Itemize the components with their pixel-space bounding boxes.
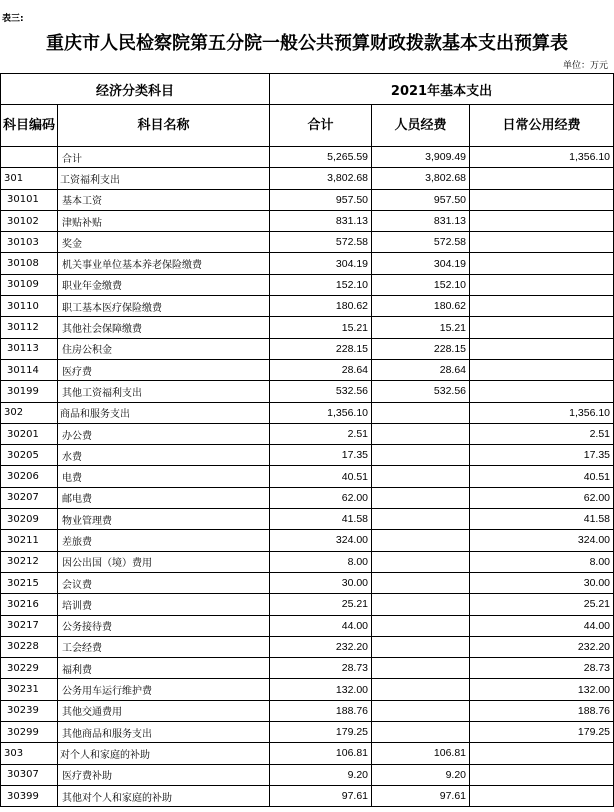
cell-code: 30109 [1,274,58,295]
cell-personnel [372,615,470,636]
cell-public: 25.21 [470,594,614,615]
cell-code: 30307 [1,764,58,785]
cell-name: 医疗费 [58,359,270,380]
cell-code: 30299 [1,722,58,743]
cell-total: 228.15 [270,338,372,359]
cell-personnel: 9.20 [372,764,470,785]
cell-total: 152.10 [270,274,372,295]
cell-name: 电费 [58,466,270,487]
table-row [1,700,614,721]
table-row [1,253,614,274]
cell-public [470,210,614,231]
cell-code: 30112 [1,317,58,338]
table-row [1,296,614,317]
table-number-note: 表三: [2,14,24,24]
cell-public [470,743,614,764]
cell-total: 5,265.59 [270,147,372,168]
cell-name: 津贴补贴 [58,210,270,231]
cell-name: 办公费 [58,423,270,444]
cell-code: 30110 [1,296,58,317]
cell-code: 30201 [1,423,58,444]
cell-total: 106.81 [270,743,372,764]
table-row [1,487,614,508]
cell-code: 30101 [1,189,58,210]
header-row-columns [1,105,614,147]
cell-personnel [372,551,470,572]
cell-personnel [372,722,470,743]
cell-public: 132.00 [470,679,614,700]
cell-code: 30102 [1,210,58,231]
cell-code: 30399 [1,785,58,806]
cell-total: 25.21 [270,594,372,615]
cell-total: 180.62 [270,296,372,317]
cell-personnel: 106.81 [372,743,470,764]
cell-total: 40.51 [270,466,372,487]
cell-personnel [372,700,470,721]
table-row [1,785,614,806]
cell-personnel: 180.62 [372,296,470,317]
cell-code [1,147,58,168]
cell-personnel: 28.64 [372,359,470,380]
cell-total: 97.61 [270,785,372,806]
cell-code: 30199 [1,381,58,402]
cell-total: 831.13 [270,210,372,231]
cell-name: 公务接待费 [58,615,270,636]
cell-personnel: 97.61 [372,785,470,806]
cell-public: 41.58 [470,509,614,530]
cell-name: 奖金 [58,232,270,253]
table-body [1,147,614,807]
cell-code: 302 [1,402,58,423]
cell-personnel [372,487,470,508]
cell-code: 30212 [1,551,58,572]
cell-public [470,253,614,274]
cell-name: 其他交通费用 [58,700,270,721]
cell-code: 303 [1,743,58,764]
column-header-total: 合计 [270,105,372,147]
cell-code: 30207 [1,487,58,508]
cell-public: 44.00 [470,615,614,636]
cell-personnel: 152.10 [372,274,470,295]
cell-public [470,317,614,338]
column-header-code: 科目编码 [1,105,58,147]
table-row [1,530,614,551]
cell-name: 邮电费 [58,487,270,508]
cell-total: 17.35 [270,445,372,466]
cell-name: 基本工资 [58,189,270,210]
header-row-group [1,74,614,105]
group-header-economic-class: 经济分类科目 [1,74,270,105]
table-row [1,743,614,764]
cell-name: 工资福利支出 [58,168,270,189]
cell-personnel [372,594,470,615]
cell-public [470,764,614,785]
cell-public [470,785,614,806]
cell-code: 30228 [1,636,58,657]
cell-name: 会议费 [58,572,270,593]
cell-personnel: 532.56 [372,381,470,402]
cell-code: 30229 [1,658,58,679]
unit-label: 单位：万元 [562,61,608,71]
table-row [1,551,614,572]
cell-total: 62.00 [270,487,372,508]
cell-code: 30114 [1,359,58,380]
cell-personnel [372,509,470,530]
cell-public [470,338,614,359]
cell-personnel [372,572,470,593]
table-row [1,168,614,189]
cell-total: 15.21 [270,317,372,338]
cell-public: 28.73 [470,658,614,679]
cell-personnel: 831.13 [372,210,470,231]
column-header-public: 日常公用经费 [470,105,614,147]
cell-name: 其他工资福利支出 [58,381,270,402]
cell-personnel [372,402,470,423]
cell-public [470,168,614,189]
table-row [1,338,614,359]
cell-code: 301 [1,168,58,189]
cell-public: 232.20 [470,636,614,657]
cell-name: 物业管理费 [58,509,270,530]
cell-public [470,232,614,253]
table-row [1,722,614,743]
table-row [1,615,614,636]
cell-code: 30215 [1,572,58,593]
cell-name: 公务用车运行维护费 [58,679,270,700]
cell-public [470,296,614,317]
cell-public: 17.35 [470,445,614,466]
cell-name: 职业年金缴费 [58,274,270,295]
cell-name: 其他商品和服务支出 [58,722,270,743]
cell-code: 30103 [1,232,58,253]
cell-public: 2.51 [470,423,614,444]
cell-total: 957.50 [270,189,372,210]
cell-code: 30239 [1,700,58,721]
cell-personnel: 572.58 [372,232,470,253]
table-row [1,572,614,593]
cell-public [470,274,614,295]
cell-personnel: 15.21 [372,317,470,338]
table-row [1,594,614,615]
cell-public: 1,356.10 [470,402,614,423]
cell-code: 30216 [1,594,58,615]
cell-name: 合计 [58,147,270,168]
cell-personnel [372,466,470,487]
cell-personnel [372,445,470,466]
cell-total: 3,802.68 [270,168,372,189]
cell-code: 30108 [1,253,58,274]
cell-total: 9.20 [270,764,372,785]
cell-total: 304.19 [270,253,372,274]
cell-total: 44.00 [270,615,372,636]
cell-public [470,381,614,402]
cell-personnel: 957.50 [372,189,470,210]
cell-public: 179.25 [470,722,614,743]
cell-code: 30209 [1,509,58,530]
table-row [1,636,614,657]
cell-total: 28.64 [270,359,372,380]
budget-table [0,73,614,807]
cell-name: 医疗费补助 [58,764,270,785]
cell-personnel: 228.15 [372,338,470,359]
column-header-name: 科目名称 [58,105,270,147]
table-row [1,679,614,700]
cell-total: 572.58 [270,232,372,253]
cell-public: 188.76 [470,700,614,721]
column-header-personnel: 人员经费 [372,105,470,147]
table-row [1,147,614,168]
cell-public: 8.00 [470,551,614,572]
cell-personnel [372,530,470,551]
cell-public: 1,356.10 [470,147,614,168]
cell-total: 2.51 [270,423,372,444]
cell-public: 62.00 [470,487,614,508]
table-row [1,402,614,423]
cell-name: 机关事业单位基本养老保险缴费 [58,253,270,274]
cell-code: 30205 [1,445,58,466]
cell-total: 132.00 [270,679,372,700]
cell-personnel: 3,802.68 [372,168,470,189]
cell-code: 30211 [1,530,58,551]
cell-public [470,189,614,210]
cell-personnel [372,658,470,679]
table-row [1,317,614,338]
table-row [1,509,614,530]
table-row [1,423,614,444]
cell-total: 28.73 [270,658,372,679]
cell-public: 30.00 [470,572,614,593]
table-row [1,445,614,466]
cell-name: 其他对个人和家庭的补助 [58,785,270,806]
cell-total: 41.58 [270,509,372,530]
cell-personnel: 304.19 [372,253,470,274]
group-header-basic-expenditure: 2021年基本支出 [270,74,614,105]
cell-total: 232.20 [270,636,372,657]
page-title: 重庆市人民检察院第五分院一般公共预算财政拨款基本支出预算表 [46,33,568,54]
table-row [1,189,614,210]
cell-name: 因公出国（境）费用 [58,551,270,572]
cell-personnel [372,423,470,444]
cell-name: 差旅费 [58,530,270,551]
cell-code: 30206 [1,466,58,487]
cell-name: 水费 [58,445,270,466]
cell-total: 324.00 [270,530,372,551]
cell-code: 30231 [1,679,58,700]
cell-name: 商品和服务支出 [58,402,270,423]
cell-name: 住房公积金 [58,338,270,359]
table-row [1,359,614,380]
cell-code: 30217 [1,615,58,636]
cell-total: 532.56 [270,381,372,402]
table-row [1,232,614,253]
cell-total: 30.00 [270,572,372,593]
cell-public: 324.00 [470,530,614,551]
table-row [1,764,614,785]
cell-code: 30113 [1,338,58,359]
cell-name: 福利费 [58,658,270,679]
cell-total: 179.25 [270,722,372,743]
table-row [1,466,614,487]
cell-name: 培训费 [58,594,270,615]
cell-public: 40.51 [470,466,614,487]
table-row [1,658,614,679]
cell-personnel [372,636,470,657]
cell-public [470,359,614,380]
cell-personnel: 3,909.49 [372,147,470,168]
table-row [1,274,614,295]
cell-personnel [372,679,470,700]
cell-name: 其他社会保障缴费 [58,317,270,338]
cell-name: 工会经费 [58,636,270,657]
cell-name: 对个人和家庭的补助 [58,743,270,764]
cell-total: 1,356.10 [270,402,372,423]
cell-total: 188.76 [270,700,372,721]
cell-total: 8.00 [270,551,372,572]
cell-name: 职工基本医疗保险缴费 [58,296,270,317]
table-row [1,381,614,402]
table-row [1,210,614,231]
